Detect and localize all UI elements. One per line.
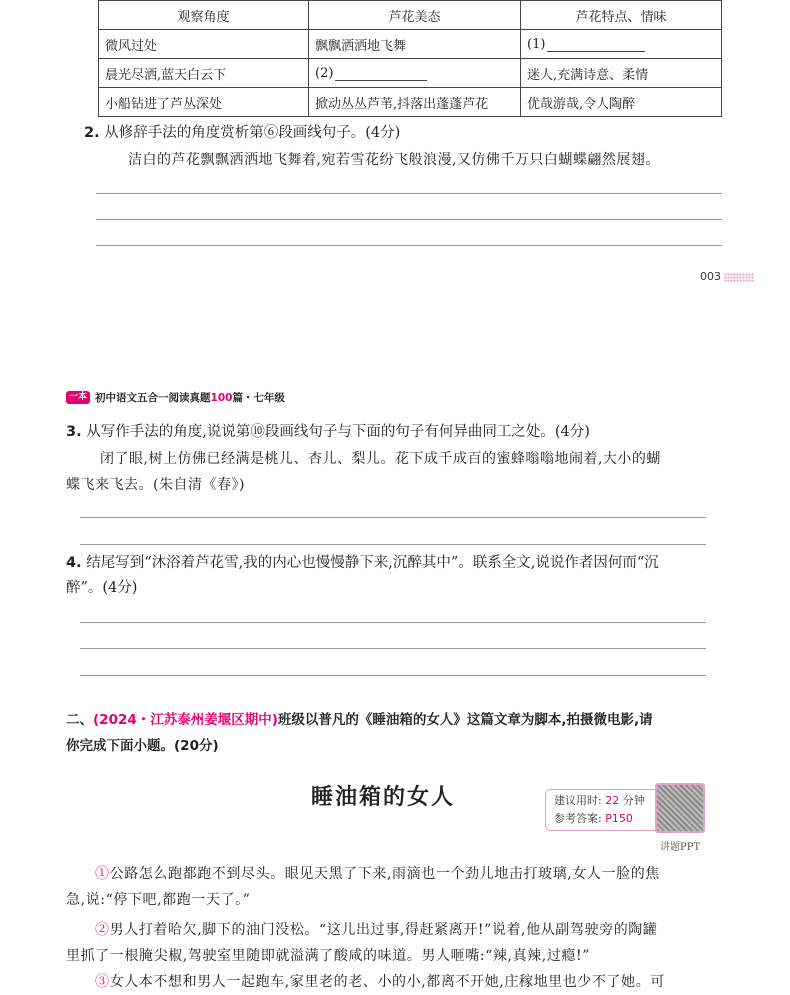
blank-label: (1) [527,36,546,52]
fill-blank-line[interactable] [547,37,645,52]
paragraph-2-line1 [95,917,658,943]
paragraph-text: 男人打着哈欠,脚下的油门没松。“这儿出过事,得赶紧离开!”说着,他从副驾驶旁的陶罐 [109,922,658,938]
paragraph-number: ① [95,866,110,882]
question-text: 结尾写到“沐浴着芦花雪,我的内心也慢慢静下来,沉醉其中”。联系全文,说说作者因何而“沉 [86,555,659,571]
table-cell-blank[interactable] [309,59,521,88]
paragraph-number: ③ [95,974,110,990]
book-title-main: 初中语文五合一阅读真题 [95,392,211,404]
answer-value: P150 [605,812,633,825]
table-cell: 迷人,充满诗意、柔情 [521,59,722,88]
book-title [95,390,285,405]
question-number: 3. [66,424,82,440]
paragraph-1-line1 [95,861,660,887]
section-source: (2024・江苏泰州姜堰区期中) [93,712,278,728]
table-cell: 晨光尽洒,蓝天白云下 [99,59,309,88]
answer-line[interactable] [80,544,706,545]
answer-label: 参考答案: [554,812,602,825]
answer-line[interactable] [80,622,706,623]
answer-line[interactable] [80,648,706,649]
table-cell: 微风过处 [99,30,309,59]
time-unit: 分钟 [622,794,645,807]
paragraph-text: 女人本不想和男人一起跑车,家里老的老、小的小,都离不开她,庄稼地里也少不了她。可 [109,974,665,990]
table-row [99,30,722,59]
table-header: 芦花美态 [309,1,521,30]
answer-line[interactable] [96,219,722,220]
section-2-intro-line1 [66,707,653,733]
time-label: 建议用时: [554,794,602,807]
table-row [99,59,722,88]
section-prefix: 二、 [66,712,93,728]
table-cell: 优哉游哉,令人陶醉 [521,88,722,117]
question-2 [84,122,400,144]
table-cell-blank[interactable] [521,30,722,59]
question-text: 从修辞手法的角度赏析第⑥段画线句子。(4分) [104,125,401,141]
question-number: 2. [84,125,100,141]
paragraph-2-line2: 里抓了一根腌尖椒,驾驶室里随即就溢满了酸咸的味道。男人咂嘴:“辣,真辣,过瘾!” [66,948,591,964]
book-title-grade: 篇・七年级 [232,392,285,404]
paragraph-number: ② [95,922,110,938]
paragraph-3-line1 [95,969,665,995]
article-title: 睡油箱的女人 [311,784,456,810]
table-cell: 飘飘洒洒地飞舞 [309,30,521,59]
question-text: 从写作手法的角度,说说第⑩段画线句子与下面的句子有何异曲同工之处。(4分) [86,424,590,440]
page-number: 003 [700,270,721,283]
table-row [99,88,722,117]
running-header [66,390,285,405]
question-2-quote: 洁白的芦花飘飘洒洒地飞舞着,宛若雪花纷飞般浪漫,又仿佛千万只白蝴蝶翩然展翅。 [128,152,660,168]
qr-code-icon[interactable] [655,783,705,833]
section-instruction: 班级以普凡的《睡油箱的女人》这篇文章为脚本,拍摄微电影,请 [277,712,653,728]
table-header: 观察角度 [99,1,309,30]
decorative-dots [724,273,754,282]
fill-blank-line[interactable] [335,66,427,81]
time-value: 22 [605,794,620,807]
answer-line[interactable] [80,517,706,518]
table-header-row [99,1,722,30]
question-3-quote-line1: 闭了眼,树上仿佛已经满是桃儿、杏儿、梨儿。花下成千成百的蜜蜂嗡嗡地闹着,大小的蝴 [100,451,661,467]
table-cell: 小船钻进了芦丛深处 [99,88,309,117]
question-4-line2: 醉”。(4分) [66,580,138,596]
paragraph-1-line2: 急,说:“停下吧,都跑一天了。” [66,892,251,908]
publisher-logo: 一本 [66,391,90,404]
observation-table [98,0,722,117]
table-cell: 掀动丛丛芦苇,抖落出蓬蓬芦花 [309,88,521,117]
blank-label: (2) [315,65,334,81]
reading-info-box [545,789,673,831]
question-3-quote-line2: 蝶飞来飞去。(朱自清《春》) [66,477,245,493]
suggested-time [554,792,664,810]
qr-caption: 讲题PPT [660,842,701,853]
question-3 [66,421,590,443]
table-header: 芦花特点、情味 [521,1,722,30]
book-title-count: 100 [210,392,233,404]
page-number-block [700,270,754,283]
answer-reference [554,810,664,828]
answer-line[interactable] [96,193,722,194]
section-2-intro-line2: 你完成下面小题。(20分) [66,738,219,754]
question-number: 4. [66,555,82,571]
answer-line[interactable] [96,245,722,246]
answer-line[interactable] [80,675,706,676]
question-4-line1 [66,552,659,574]
paragraph-text: 公路怎么跑都跑不到尽头。眼见天黑了下来,雨滴也一个劲儿地击打玻璃,女人一脸的焦 [109,866,660,882]
